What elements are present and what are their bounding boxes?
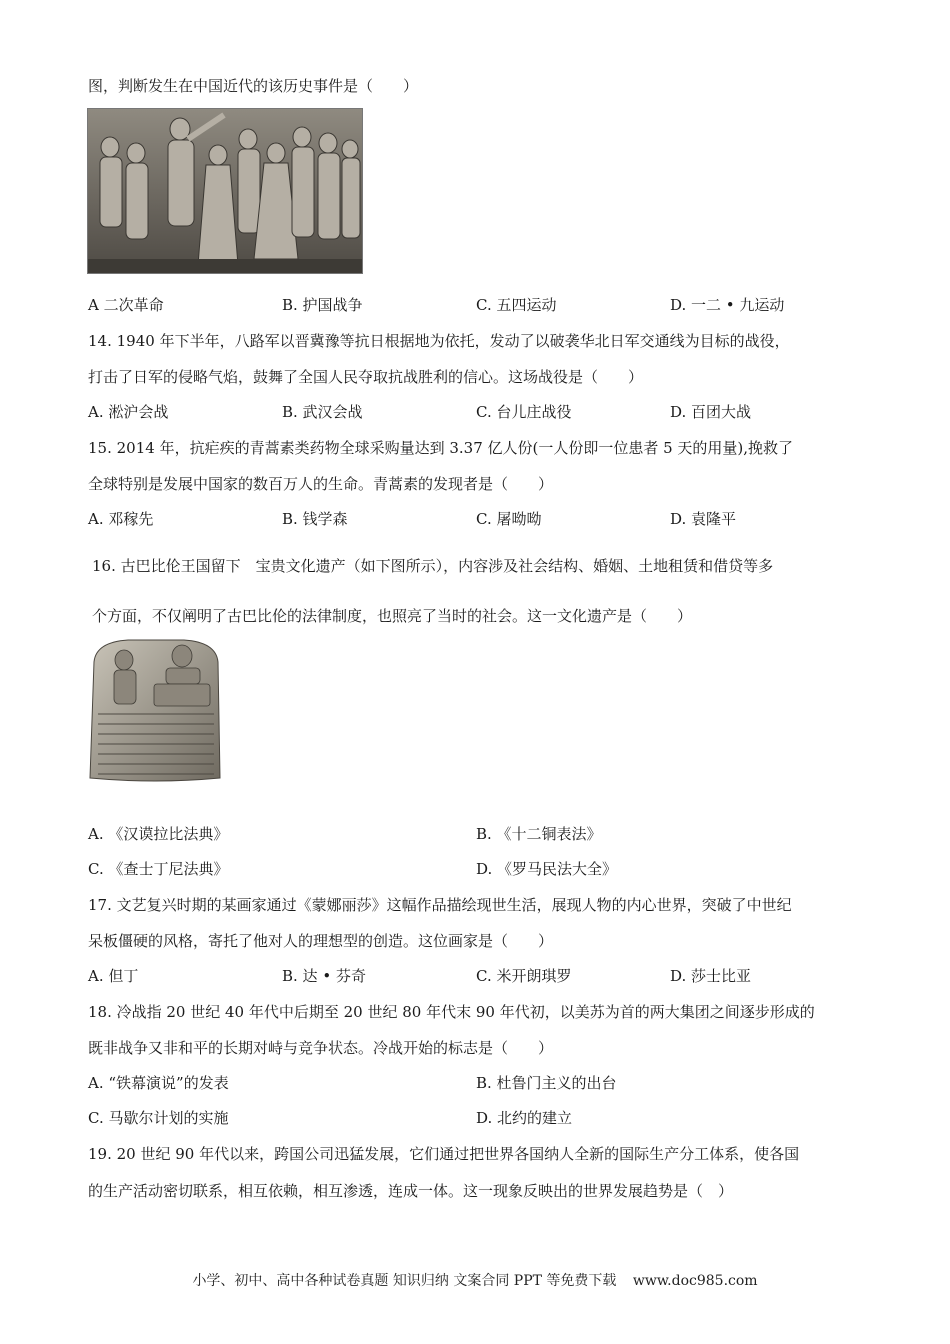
hammurabi-stele-image	[88, 638, 222, 784]
q13-option-a: A 二次革命	[88, 296, 164, 314]
q19-line1: 19. 20 世纪 90 年代以来，跨国公司迅猛发展，它们通过把世界各国纳人全新的国际生产分工体系，使各国	[88, 1145, 800, 1163]
q15-option-d: D. 袁隆平	[670, 510, 737, 528]
q14-line1: 14. 1940 年下半年，八路军以晋冀豫等抗日根据地为依托，发动了以破袭华北日军交通线为目标的战役，	[88, 332, 790, 350]
q18-option-d: D. 北约的建立	[476, 1109, 573, 1127]
q18-option-a: A. “铁幕演说”的发表	[88, 1074, 229, 1092]
q13-option-c: C. 五四运动	[476, 296, 557, 314]
footer-text: 小学、初中、高中各种试卷真题 知识归纳 文案合同 PPT 等免费下载	[192, 1273, 617, 1289]
q16-option-c: C. 《查士丁尼法典》	[88, 860, 229, 878]
q16-option-b: B. 《十二铜表法》	[476, 825, 602, 843]
q18-line2: 既非战争又非和平的长期对峙与竞争状态。冷战开始的标志是（ ）	[88, 1039, 554, 1057]
q13-option-d: D. 一二 • 九运动	[670, 296, 785, 314]
q14-option-c: C. 台儿庄战役	[476, 403, 572, 421]
q16-option-a: A. 《汉谟拉比法典》	[88, 825, 229, 843]
q19-line2: 的生产活动密切联系，相互依赖，相互渗透，连成一体。这一现象反映出的世界发展趋势是（ ）	[88, 1182, 734, 1200]
q17-option-b: B. 达 • 芬奇	[282, 967, 366, 985]
q17-option-a: A. 但丁	[88, 967, 139, 985]
q16-option-d: D. 《罗马民法大全》	[476, 860, 618, 878]
q16-line1: 16. 古巴比伦王国留下 宝贵文化遗产（如下图所示），内容涉及社会结构、婚姻、土地租赁和借贷等多	[92, 557, 774, 575]
q17-line1: 17. 文艺复兴时期的某画家通过《蒙娜丽莎》这幅作品描绘现世生活，展现人物的内心世界，突破了中世纪	[88, 896, 792, 914]
q14-option-b: B. 武汉会战	[282, 403, 363, 421]
q16-line2: 个方面，不仅阐明了古巴比伦的法律制度，也照亮了当时的社会。这一文化遗产是（ ）	[92, 607, 693, 625]
q14-option-a: A. 淞沪会战	[88, 403, 169, 421]
q17-line2: 呆板僵硬的风格，寄托了他对人的理想型的创造。这位画家是（ ）	[88, 932, 554, 950]
page-footer	[0, 1270, 950, 1290]
q18-line1: 18. 冷战指 20 世纪 40 年代中后期至 20 世纪 80 年代末 90 年代初，以美苏为首的两大集团之间逐步形成的	[88, 1003, 815, 1021]
footer-link[interactable]: www.doc985.com	[632, 1273, 758, 1289]
q14-line2: 打击了日军的侵略气焰，鼓舞了全国人民夺取抗战胜利的信心。这场战役是（ ）	[88, 368, 644, 386]
q17-option-c: C. 米开朗琪罗	[476, 967, 572, 985]
q18-option-b: B. 杜鲁门主义的出台	[476, 1074, 617, 1092]
q14-option-d: D. 百团大战	[670, 403, 752, 421]
q17-option-d: D. 莎士比亚	[670, 967, 752, 985]
q15-line1: 15. 2014 年，抗疟疾的青蒿素类药物全球采购量达到 3.37 亿人份(一人份即一位患者 5 天的用量),挽救了	[88, 439, 794, 457]
q18-option-c: C. 马歇尔计划的实施	[88, 1109, 229, 1127]
relief-sculpture-image	[87, 108, 363, 274]
q13-option-b: B. 护国战争	[282, 296, 363, 314]
q15-option-c: C. 屠呦呦	[476, 510, 542, 528]
q15-option-a: A. 邓稼先	[88, 510, 154, 528]
q15-option-b: B. 钱学森	[282, 510, 348, 528]
q15-line2: 全球特别是发展中国家的数百万人的生命。青蒿素的发现者是（ ）	[88, 475, 554, 493]
q13-stem-tail: 图，判断发生在中国近代的该历史事件是（ ）	[88, 77, 419, 95]
